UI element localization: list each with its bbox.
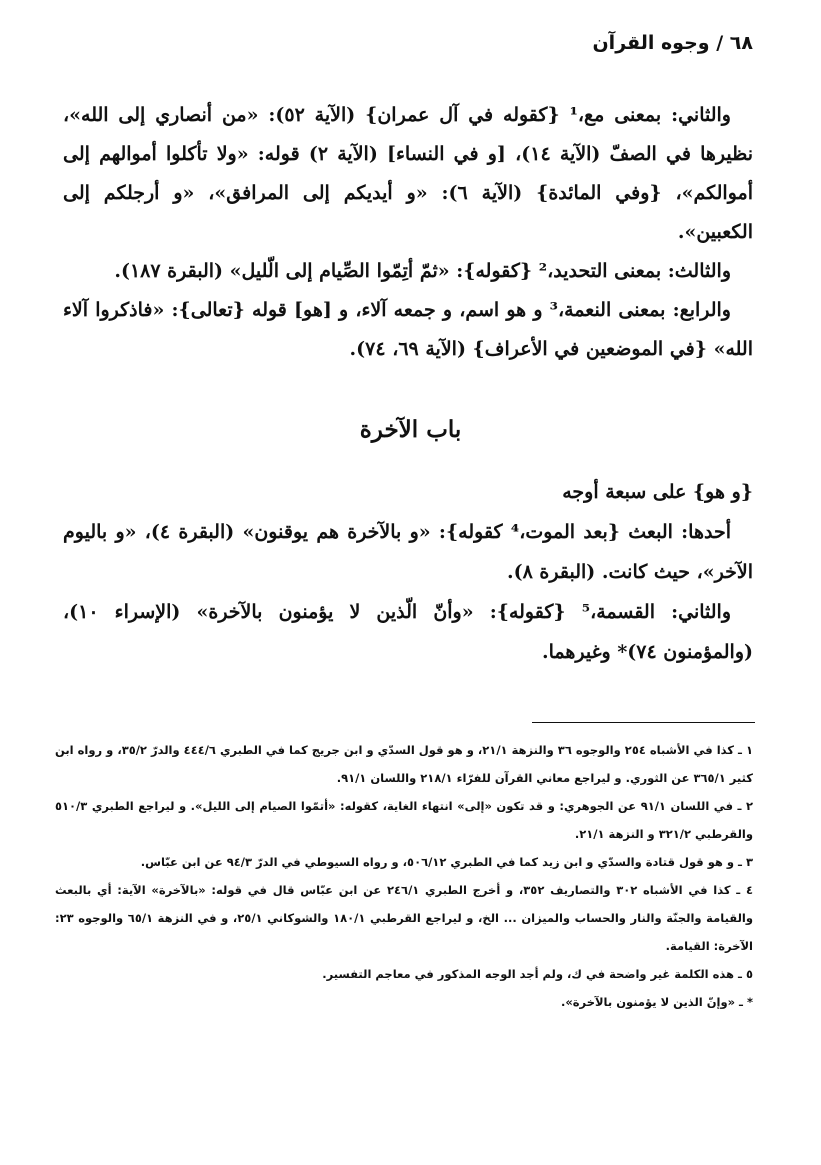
running-title: وجوه القرآن xyxy=(592,32,710,54)
footnote: * ـ «وإنّ الذين لا يؤمنون بالآخرة». xyxy=(560,995,753,1009)
chapter-title: باب الآخرة xyxy=(359,416,462,443)
footnote: ٢ ـ في اللسان ٩١/١ عن الجوهري: و قد تكون «إلى» انتهاء الغاية، كقوله: «أتمّوا الصيام إلى الليل». و ليراجع الطبري ٥١٠/٣ والقرطبي ٣٢١/٢ و النزهة ٢١/١. xyxy=(55,799,754,841)
footnote: ٣ ـ و هو قول قتادة والسدّي و ابن زيد كما في الطبري ٥٠٦/١٢، و رواه السيوطي في الدرّ ٩٤/٣ عن ابن عبّاس. xyxy=(140,855,753,869)
footnote: ١ ـ كذا في الأشباه ٢٥٤ والوجوه ٣٦ والنزهة ٢١/١، و هو قول السدّي و ابن جريج كما في الطبري ٤٤٤/٦ والدرّ ٣٥/٢، و رواه ابن كثير ٣٦٥/١ عن الثوري. و ليراجع معاني القرآن للفرّاء ٢١٨/١ واللسان ٩١/١. xyxy=(55,743,753,785)
paragraph: والثاني: بمعنى مع،¹ {كقوله في آل عمران} (الآية ٥٢): «من أنصاري إلى الله»، نظيرها في الصفّ (الآية ١٤)، [و في النساء] (الآية ٢) قوله: «ولا تأكلوا أموالهم إلى أموالكم»، {وفي المائدة} (الآية ٦): «و أيديكم إلى المرافق»، «و أرجلكم إلى الكعبين». xyxy=(63,104,753,243)
page-header xyxy=(53,32,753,54)
paragraph: والثاني: القسمة،⁵ {كقوله}: «وأنّ الّذين لا يؤمنون بالآخرة» (الإسراء ١٠)، (والمؤمنون ٧٤)* وغيرهما. xyxy=(63,601,753,663)
page-number: ٦٨ xyxy=(729,32,753,54)
paragraph: والرابع: بمعنى النعمة،³ و هو اسم، و جمعه آلاء، و [هو] قوله {تعالى}: «فاذكروا آلاء الله» {في الموضعين في الأعراف} (الآية ٦٩، ٧٤). xyxy=(63,299,753,360)
paragraph: أحدها: البعث {بعد الموت،⁴ كقوله}: «و بالآخرة هم يوقنون» (البقرة ٤)، «و باليوم الآخر»، حيث كانت. (البقرة ٨). xyxy=(63,521,753,583)
chapter-intro: {و هو} على سبعة أوجه xyxy=(562,481,753,503)
footnote-divider xyxy=(532,722,755,723)
paragraph: والثالث: بمعنى التحديد،² {كقوله}: «ثمّ أتِمّوا الصِّيام إلى الّليل» (البقرة ١٨٧). xyxy=(114,260,731,282)
body-section-1 xyxy=(63,96,753,369)
header-separator: / xyxy=(716,32,724,54)
footnotes xyxy=(55,736,753,1016)
footnote: ٤ ـ كذا في الأشباه ٣٠٢ والتصاريف ٣٥٢، و أخرج الطبري ٢٤٦/١ عن ابن عبّاس قال في قوله: «بالآخرة» الآية: أي بالبعث والقيامة والجنّة والنار والحساب والميزان ... الخ، و ليراجع القرطبي ١٨٠/١ والشوكاني ٢٥/١، و في النزهة ٦٥/١ والوجوه ٢٣: الآخرة: القيامة. xyxy=(55,883,753,953)
footnote: ٥ ـ هذه الكلمة غير واضحة في ك، ولم أجد الوجه المذكور في معاجم التفسير. xyxy=(322,967,753,981)
body-section-2 xyxy=(63,472,753,672)
